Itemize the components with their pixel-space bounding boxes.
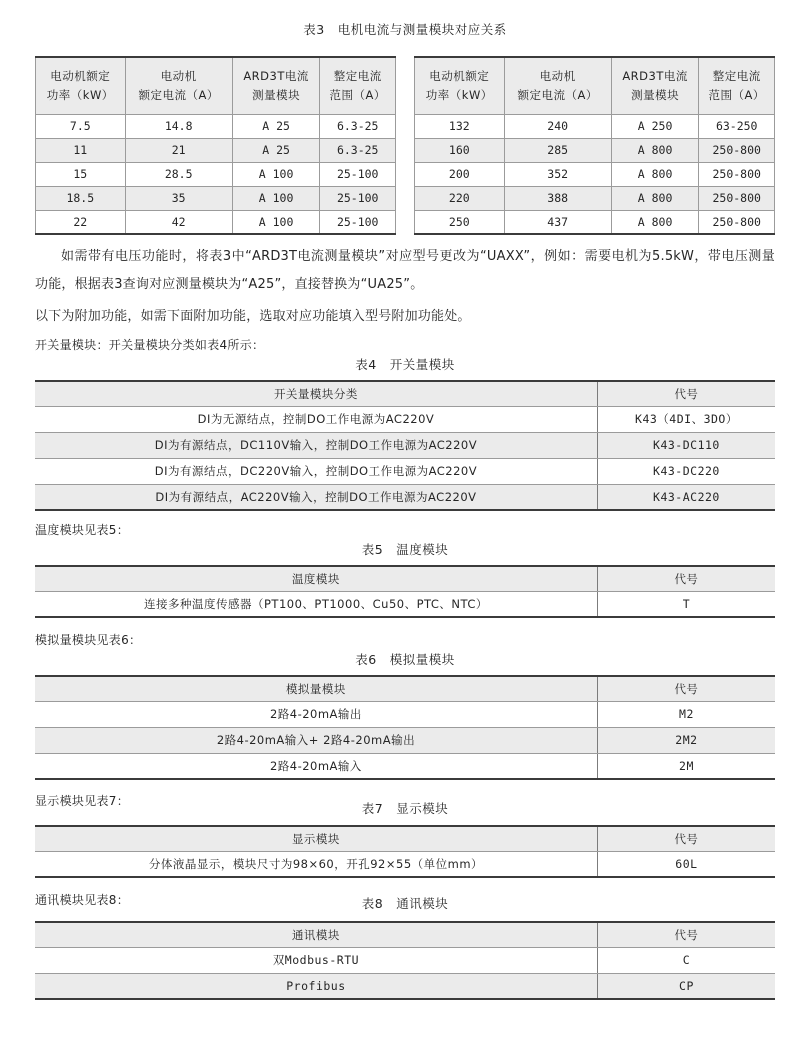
cell: DI为有源结点，AC220V输入，控制DO工作电源为AC220V xyxy=(35,484,597,510)
cell-code: M2 xyxy=(597,701,775,727)
table-row xyxy=(415,162,775,186)
cell: 250-800 xyxy=(699,186,775,210)
cell: 2路4-20mA输出 xyxy=(35,701,597,727)
cell: 132 xyxy=(415,114,505,138)
table5-intro: 温度模块见表5： xyxy=(35,523,130,537)
cell: 285 xyxy=(504,138,611,162)
cell-code: K43-DC110 xyxy=(597,432,775,458)
table-row xyxy=(415,186,775,210)
cell: 14.8 xyxy=(125,114,232,138)
table6-intro: 模拟量模块见表6： xyxy=(35,633,142,647)
cell: 220 xyxy=(415,186,505,210)
column-header-module: 显示模块 xyxy=(35,826,597,851)
table-header-row xyxy=(35,676,775,701)
header-line: 整定电流 xyxy=(712,68,761,83)
header-line: 范围（A） xyxy=(708,87,765,102)
column-header-code: 代号 xyxy=(597,381,775,406)
cell: DI为有源结点，DC110V输入，控制DO工作电源为AC220V xyxy=(35,432,597,458)
cell: 15 xyxy=(36,162,126,186)
column-header-classification: 开关量模块分类 xyxy=(35,381,597,406)
cell: 25-100 xyxy=(320,210,396,234)
cell-code: T xyxy=(597,591,775,617)
table-row xyxy=(36,162,396,186)
table-row xyxy=(35,484,775,510)
table8-intro-row xyxy=(35,892,775,914)
cell: 25-100 xyxy=(320,186,396,210)
cell: A 800 xyxy=(611,186,699,210)
table-header-row xyxy=(415,57,775,114)
cell-code: CP xyxy=(597,973,775,999)
cell-code: 2M xyxy=(597,753,775,779)
table-row xyxy=(35,458,775,484)
cell: 160 xyxy=(415,138,505,162)
cell: 352 xyxy=(504,162,611,186)
cell-code: 2M2 xyxy=(597,727,775,753)
cell: 250 xyxy=(415,210,505,234)
table-row xyxy=(36,138,396,162)
cell: 18.5 xyxy=(36,186,126,210)
header-line: 功率（kW） xyxy=(425,87,493,102)
cell: DI为无源结点，控制DO工作电源为AC220V xyxy=(35,406,597,432)
cell: A 800 xyxy=(611,162,699,186)
cell: 437 xyxy=(504,210,611,234)
cell: A 100 xyxy=(232,210,320,234)
column-header-module: 模拟量模块 xyxy=(35,676,597,701)
column-header-module: 温度模块 xyxy=(35,566,597,591)
table7-display-module xyxy=(35,825,775,878)
table4-title: 表4 开关量模块 xyxy=(355,357,455,372)
table7-intro-row xyxy=(35,792,775,818)
column-header-code: 代号 xyxy=(597,566,775,591)
header-line: 功率（kW） xyxy=(46,87,114,102)
cell: 21 xyxy=(125,138,232,162)
column-header-rated-power xyxy=(415,57,505,114)
column-header-setting-range xyxy=(320,57,396,114)
cell-code: K43（4DI、3DO） xyxy=(597,406,775,432)
table5-title: 表5 温度模块 xyxy=(361,542,449,557)
cell: 连接多种温度传感器（PT100、PT1000、Cu50、PTC、NTC） xyxy=(35,591,597,617)
table6-title: 表6 模拟量模块 xyxy=(355,652,455,667)
table-row xyxy=(35,591,775,617)
cell: 7.5 xyxy=(36,114,126,138)
cell: 2路4-20mA输入 xyxy=(35,753,597,779)
cell: Profibus xyxy=(35,973,597,999)
cell-code: K43-DC220 xyxy=(597,458,775,484)
column-header-setting-range xyxy=(699,57,775,114)
document-page xyxy=(0,22,800,1000)
table-row xyxy=(415,114,775,138)
header-line: 额定电流（A） xyxy=(138,87,219,102)
table-row xyxy=(35,406,775,432)
cell: 28.5 xyxy=(125,162,232,186)
header-line: 范围（A） xyxy=(329,87,386,102)
column-header-rated-power xyxy=(36,57,126,114)
table3-right xyxy=(414,56,775,235)
table-header-row xyxy=(35,566,775,591)
table6-analog-module xyxy=(35,675,775,780)
table3-left xyxy=(35,56,396,235)
column-header-module: 通讯模块 xyxy=(35,922,597,947)
table7-intro: 显示模块见表7： xyxy=(35,794,130,808)
cell: 11 xyxy=(36,138,126,162)
cell: 6.3-25 xyxy=(320,138,396,162)
table-header-row xyxy=(35,826,775,851)
column-header-code: 代号 xyxy=(597,676,775,701)
column-header-rated-current xyxy=(125,57,232,114)
table-row xyxy=(35,973,775,999)
cell: 240 xyxy=(504,114,611,138)
cell: A 100 xyxy=(232,162,320,186)
header-line: 测量模块 xyxy=(252,87,301,102)
cell: 2路4-20mA输入+ 2路4-20mA输出 xyxy=(35,727,597,753)
table4-intro: 开关量模块：开关量模块分类如表4所示： xyxy=(35,338,265,352)
column-header-code: 代号 xyxy=(597,826,775,851)
header-line: 电动机额定 xyxy=(429,68,490,83)
cell-code: C xyxy=(597,947,775,973)
cell-code: 60L xyxy=(597,851,775,877)
column-header-code: 代号 xyxy=(597,922,775,947)
cell: A 25 xyxy=(232,114,320,138)
column-header-module xyxy=(611,57,699,114)
cell: 250-800 xyxy=(699,162,775,186)
table3-pair xyxy=(35,56,775,235)
header-line: 整定电流 xyxy=(333,68,382,83)
table-row xyxy=(35,753,775,779)
column-header-rated-current xyxy=(504,57,611,114)
cell: A 25 xyxy=(232,138,320,162)
cell: A 100 xyxy=(232,186,320,210)
table-row xyxy=(36,114,396,138)
cell-code: K43-AC220 xyxy=(597,484,775,510)
header-line: ARD3T电流 xyxy=(622,68,688,83)
table8-intro: 通讯模块见表8： xyxy=(35,893,130,907)
cell: A 800 xyxy=(611,138,699,162)
cell: 双Modbus-RTU xyxy=(35,947,597,973)
table8-communication-module xyxy=(35,921,775,1000)
table-row xyxy=(415,138,775,162)
table-row xyxy=(35,432,775,458)
header-line: ARD3T电流 xyxy=(243,68,309,83)
table-row xyxy=(415,210,775,234)
header-line: 额定电流（A） xyxy=(517,87,598,102)
table5-temperature-module xyxy=(35,565,775,618)
table7-title: 表7 显示模块 xyxy=(361,801,449,816)
column-header-module xyxy=(232,57,320,114)
cell: 250-800 xyxy=(699,138,775,162)
cell: 分体液晶显示，模块尺寸为98×60，开孔92×55（单位mm） xyxy=(35,851,597,877)
header-line: 测量模块 xyxy=(631,87,680,102)
cell: 388 xyxy=(504,186,611,210)
cell: 35 xyxy=(125,186,232,210)
cell: 22 xyxy=(36,210,126,234)
header-line: 电动机 xyxy=(539,68,576,83)
table-row xyxy=(36,210,396,234)
cell: 25-100 xyxy=(320,162,396,186)
cell: 200 xyxy=(415,162,505,186)
table-row xyxy=(35,701,775,727)
cell: A 250 xyxy=(611,114,699,138)
cell: 6.3-25 xyxy=(320,114,396,138)
table-row xyxy=(35,947,775,973)
cell: 63-250 xyxy=(699,114,775,138)
cell: 42 xyxy=(125,210,232,234)
table-row xyxy=(35,851,775,877)
cell: 250-800 xyxy=(699,210,775,234)
additional-functions-note: 以下为附加功能，如需下面附加功能，选取对应功能填入型号附加功能处。 xyxy=(35,309,471,324)
table-row xyxy=(35,727,775,753)
table8-title: 表8 通讯模块 xyxy=(361,896,449,911)
table-header-row xyxy=(35,381,775,406)
voltage-note-paragraph: 如需带有电压功能时，将表3中“ARD3T电流测量模块”对应型号更改为“UAXX”，例如：需要电机为5.5kW，带电压测量功能，根据表3查询对应测量模块为“A25”，直接替换为“UA25”。 xyxy=(35,249,775,292)
table4-switch-modules xyxy=(35,380,775,511)
table3-title: 表3 电机电流与测量模块对应关系 xyxy=(303,22,507,37)
table-header-row xyxy=(35,922,775,947)
table-row xyxy=(36,186,396,210)
table-header-row xyxy=(36,57,396,114)
cell: DI为有源结点，DC220V输入，控制DO工作电源为AC220V xyxy=(35,458,597,484)
header-line: 电动机额定 xyxy=(50,68,111,83)
header-line: 电动机 xyxy=(160,68,197,83)
cell: A 800 xyxy=(611,210,699,234)
